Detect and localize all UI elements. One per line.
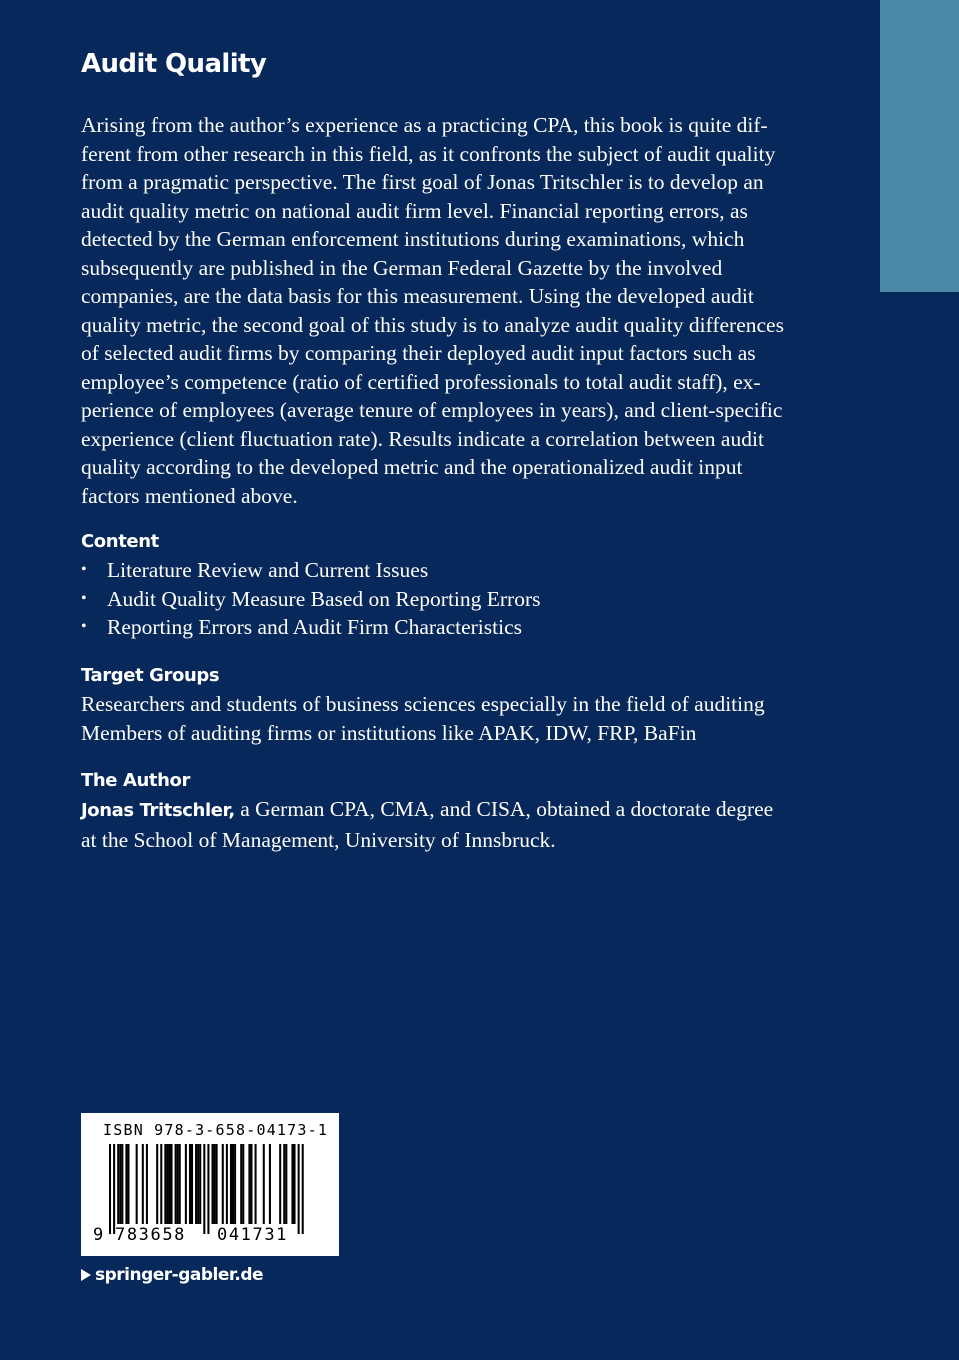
abstract-line: perience of employees (average tenure of employees in years), and client-specific [81,398,783,422]
barcode-bar [142,1144,144,1224]
barcode-digit-lead: 9 [93,1225,104,1245]
barcode-bar [164,1144,166,1224]
publisher-link[interactable] [81,1263,263,1287]
barcode-bar [168,1144,170,1224]
barcode-bar [121,1144,123,1224]
abstract-line: employee’s competence (ratio of certified professionals to total audit staff), ex- [81,369,761,394]
content-item-text: Literature Review and Current Issues [107,558,429,582]
barcode-guard-bar [113,1144,115,1234]
barcode-guard-bar [203,1144,205,1234]
bullet-icon: • [81,561,87,578]
barcode-bar [250,1144,252,1224]
content-list [81,556,821,642]
barcode-bar [232,1144,234,1224]
publisher-url: springer-gabler.de [95,1265,264,1285]
barcode-bar [146,1144,148,1224]
abstract-line: ferent from other research in this field, as it confronts the subject of audit quality [81,141,776,166]
content-list-item [81,585,821,614]
abstract-line: detected by the German enforcement institutions during examinations, which [81,227,745,251]
bullet-icon: • [81,589,87,607]
author-heading: The Author [81,770,190,791]
barcode-bar [240,1144,242,1224]
barcode-bar [285,1144,287,1224]
content-list-item [81,613,821,642]
barcode-bar [199,1144,201,1224]
barcode-bar [191,1144,193,1224]
abstract-line: factors mentioned above. [81,483,298,508]
barcode-bar [216,1144,218,1224]
barcode-bar [179,1144,181,1224]
barcode-bar [160,1144,162,1224]
author-section [81,767,821,854]
barcode-digit-group: 041731 [217,1225,289,1245]
isbn-label: ISBN 978-3-658-04173-1 [103,1121,329,1139]
book-title: Audit Quality [81,49,267,79]
barcode-bar [222,1144,224,1224]
content-item-text: Reporting Errors and Audit Firm Characteristics [107,615,522,639]
abstract-line: quality according to the developed metric and the operationalized audit input [81,455,743,479]
barcode-bar [291,1144,293,1224]
abstract-line: from a pragmatic perspective. The first goal of Jonas Tritschler is to develop an [81,170,764,194]
abstract-line: companies, are the data basis for this measurement. Using the developed audit [81,284,754,308]
content-heading: Content [81,531,159,552]
barcode-bar [117,1144,119,1224]
barcode-bar [189,1144,191,1224]
barcode-guard-bar [298,1144,300,1234]
content-item-text: Audit Quality Measure Based on Reporting Errors [107,586,541,611]
barcode-bar [175,1144,177,1224]
barcode-bar [234,1144,236,1224]
arrow-right-icon [81,1269,91,1281]
abstract-line: Arising from the author’s experience as a practicing CPA, this book is quite dif- [81,113,768,137]
barcode-bar [294,1144,296,1224]
barcode-bar [177,1144,179,1224]
barcode-bar [226,1144,228,1224]
barcode-bar [171,1144,173,1224]
isbn-barcode [81,1113,339,1256]
target-groups-section [81,662,821,747]
abstract-line: quality metric, the second goal of this study is to analyze audit quality differences [81,312,784,337]
barcode-bar [214,1144,216,1224]
author-name: Jonas Tritschler, [81,800,235,821]
abstract-line: audit quality metric on national audit firm level. Financial reporting errors, as [81,198,748,223]
barcode-guard-bar [207,1144,209,1234]
author-bio-line: at the School of Management, University of Innsbruck. [81,827,556,852]
barcode-bar [185,1144,187,1224]
barcode-bars [109,1144,315,1234]
barcode-bar [166,1144,168,1224]
barcode-bar [136,1144,138,1224]
barcode-bar [255,1144,257,1224]
barcode-bar [195,1144,197,1224]
abstract [81,111,793,510]
barcode-bar [125,1144,127,1224]
barcode-bar [197,1144,199,1224]
barcode-bar [283,1144,285,1224]
abstract-line: experience (client fluctuation rate). Results indicate a correlation between audit [81,426,764,451]
barcode-bar [230,1144,232,1224]
barcode-bar [212,1144,214,1224]
barcode-guard-bar [109,1144,111,1234]
content-section [81,528,821,642]
barcode-bar [269,1144,271,1224]
barcode-digit-group: 783658 [115,1225,187,1245]
target-groups-line: Members of auditing firms or institutions like APAK, IDW, FRP, BaFin [81,720,697,745]
barcode-bar [127,1144,129,1224]
barcode-bar [248,1144,250,1224]
content-list-item [81,556,821,585]
barcode-bar [119,1144,121,1224]
author-bio-line [81,795,821,826]
barcode-bar [242,1144,244,1224]
barcode-bar [156,1144,158,1224]
target-groups-line: Researchers and students of business sciences especially in the field of auditing [81,692,765,716]
side-color-tab [880,0,959,292]
bullet-icon: • [81,618,87,635]
author-bio-text: a German CPA, CMA, and CISA, obtained a doctorate degree [234,797,774,821]
abstract-line: subsequently are published in the German Federal Gazette by the involved [81,255,723,280]
target-groups-heading: Target Groups [81,665,220,686]
barcode-bar [279,1144,281,1224]
barcode-bar [263,1144,265,1224]
abstract-line: of selected audit firms by comparing their deployed audit input factors such as [81,341,756,365]
barcode-guard-bar [302,1144,304,1234]
